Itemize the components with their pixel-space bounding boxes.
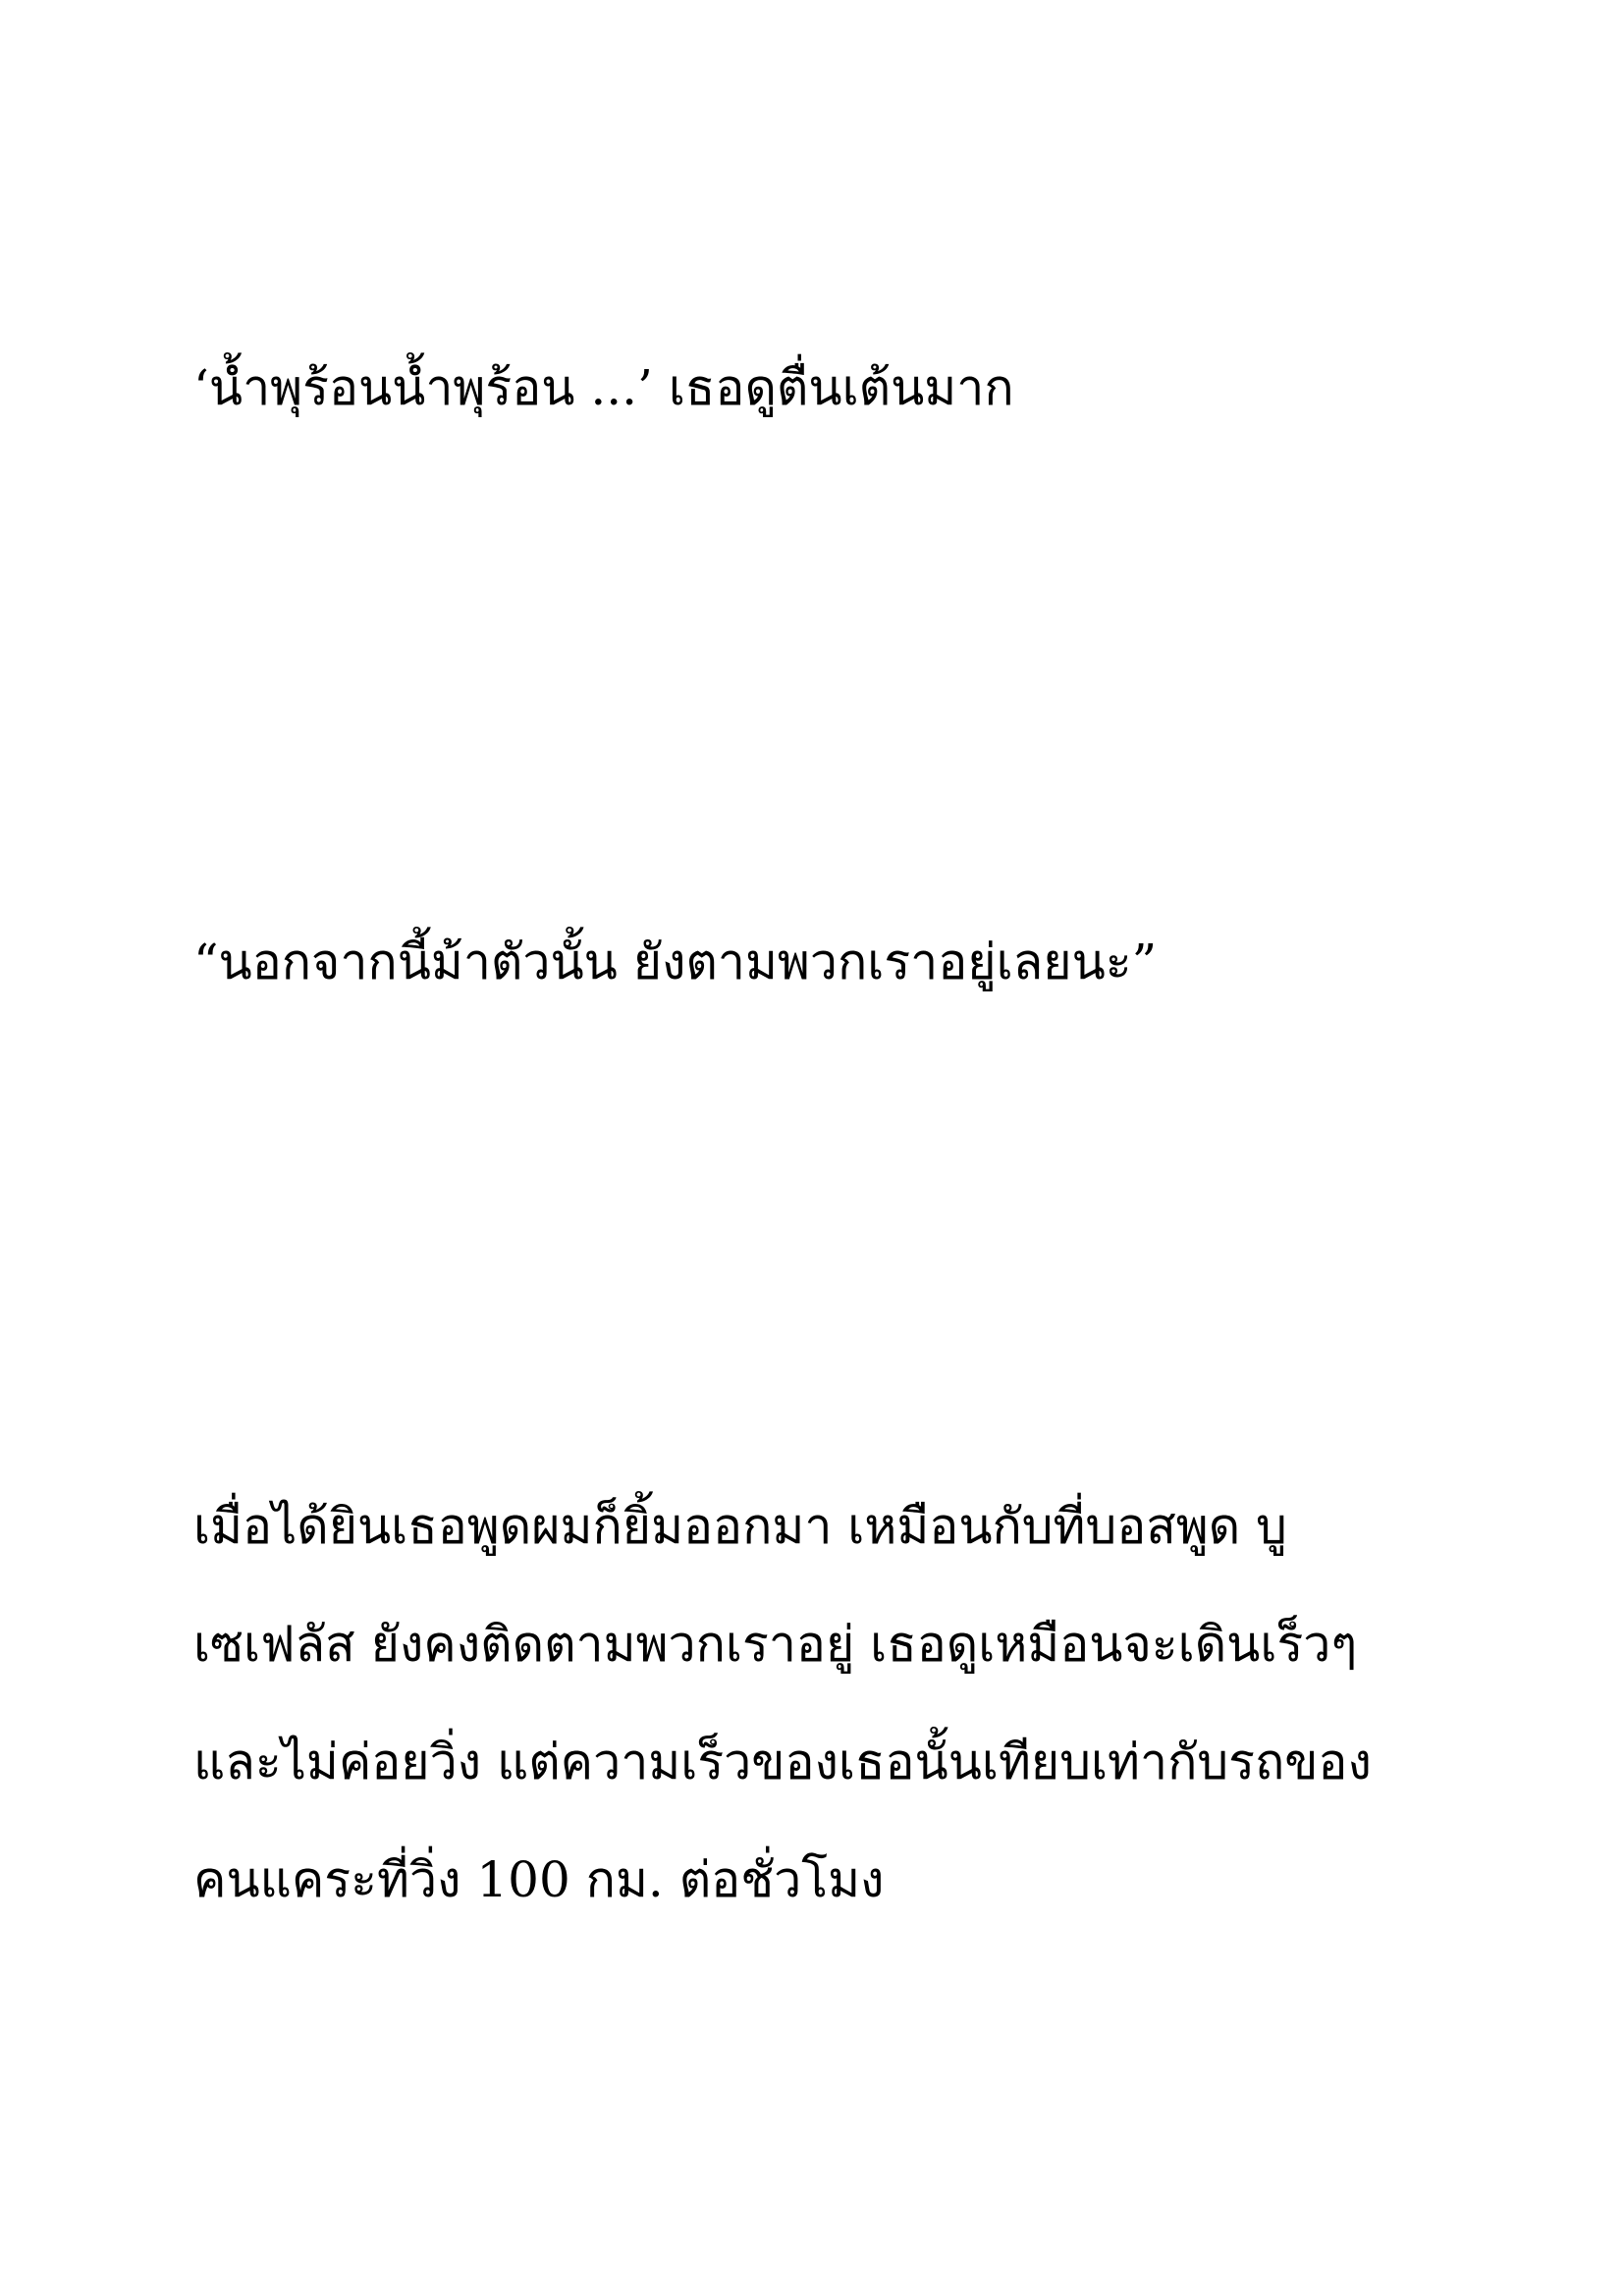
paragraph-narration-line-4: คนแคระที่วิ่ง 100 กม. ต่อชั่วโมง [193,1851,885,1908]
paragraph-hot-spring: ‘น้ำพุร้อนน้ำพุร้อน ...’ เธอดูตื่นเต้นมาก [193,359,1014,416]
paragraph-narration-line-1: เมื่อได้ยินเธอพูดผมก็ยิ้มออกมา เหมือนกับที่บอสพูด บู [193,1498,1287,1555]
paragraph-narration-line-2: เซเฟลัส ยังคงติดตามพวกเราอยู่ เธอดูเหมือนจะเดินเร็วๆ [193,1616,1358,1673]
paragraph-horse-dialogue: “นอกจากนี้ม้าตัวนั้น ยังตามพวกเราอยู่เลยนะ” [193,934,1158,990]
paragraph-narration-line-3: และไม่ค่อยวิ่ง แต่ความเร็วของเธอนั้นเทียบเท่ากับรถของ [193,1734,1372,1790]
